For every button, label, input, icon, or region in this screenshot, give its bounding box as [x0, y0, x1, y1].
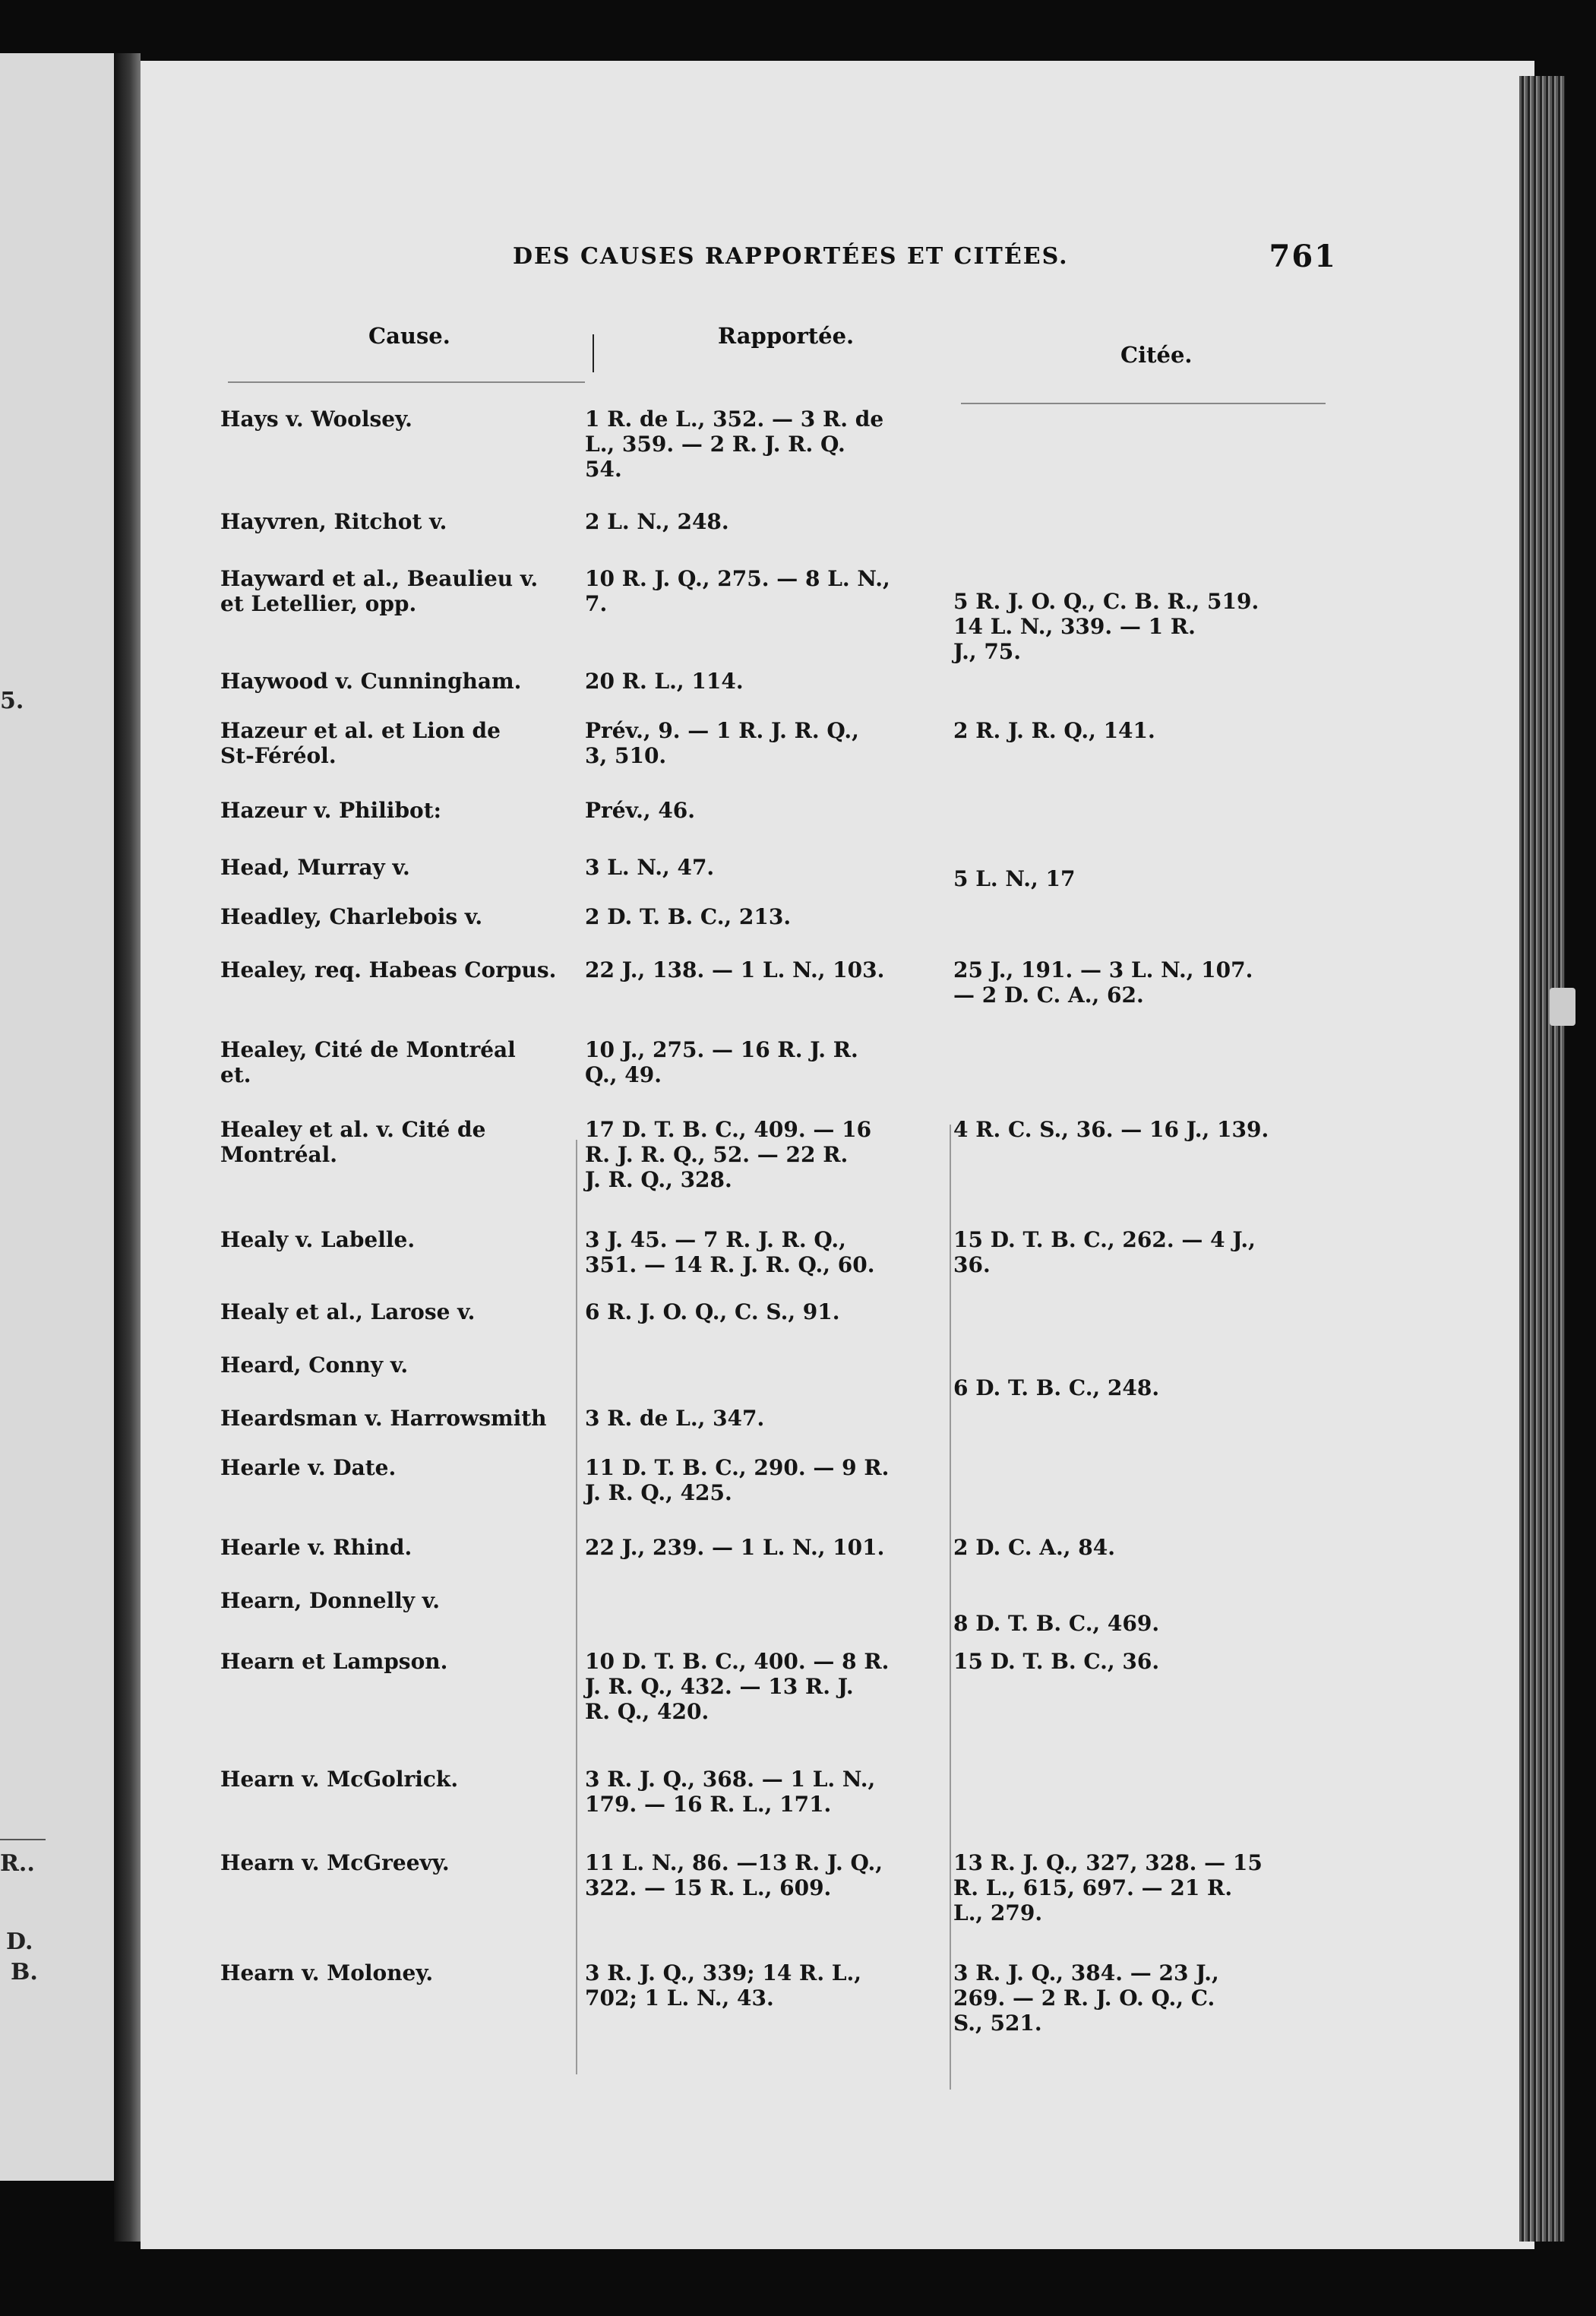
- cause-cell: Healey et al. v. Cité de Montréal.: [220, 1117, 486, 1167]
- rapportee-cell: 3 R. de L., 347.: [585, 1406, 765, 1431]
- cause-cell: Heard, Conny v.: [220, 1353, 409, 1378]
- cause-cell: Healy et al., Larose v.: [220, 1299, 476, 1324]
- facing-page-fragment: 5.: [0, 688, 24, 714]
- cause-cell: Hearle v. Rhind.: [220, 1535, 412, 1560]
- page-edges: [1519, 76, 1565, 2242]
- rapportee-cell: 10 D. T. B. C., 400. — 8 R. J. R. Q., 432. — 13 R. J. R. Q., 420.: [585, 1649, 890, 1724]
- facing-page-fragment: B.: [11, 1959, 38, 1985]
- citee-cell: 25 J., 191. — 3 L. N., 107. — 2 D. C. A., 62.: [953, 957, 1253, 1008]
- citee-cell: 8 D. T. B. C., 469.: [953, 1611, 1160, 1636]
- rapportee-cell: 10 J., 275. — 16 R. J. R. Q., 49.: [585, 1037, 858, 1087]
- rapportee-cell: 22 J., 138. — 1 L. N., 103.: [585, 957, 885, 982]
- cause-cell: Hayvren, Ritchot v.: [220, 509, 447, 534]
- rapportee-cell: 22 J., 239. — 1 L. N., 101.: [585, 1535, 885, 1560]
- cause-cell: Hearn v. McGreevy.: [220, 1850, 450, 1875]
- cause-cell: Headley, Charlebois v.: [220, 904, 483, 929]
- column-header-citee: Citée.: [1120, 342, 1193, 368]
- page-title: DES CAUSES RAPPORTÉES ET CITÉES.: [513, 243, 1069, 270]
- book-gutter: [114, 53, 141, 2242]
- cause-cell: Haywood v. Cunningham.: [220, 669, 522, 694]
- citee-cell: 5 L. N., 17: [953, 866, 1076, 891]
- rapportee-cell: 10 R. J. Q., 275. — 8 L. N., 7.: [585, 566, 890, 616]
- column-divider-top: [593, 334, 594, 372]
- citee-cell: 5 R. J. O. Q., C. B. R., 519. 14 L. N., 339. — 1 R. J., 75.: [953, 589, 1259, 664]
- cause-cell: Hearn, Donnelly v.: [220, 1588, 440, 1613]
- cause-cell: Hazeur v. Philibot:: [220, 798, 441, 823]
- page-header: [372, 239, 1337, 274]
- citee-cell: 3 R. J. Q., 384. — 23 J., 269. — 2 R. J. O. Q., C. S., 521.: [953, 1960, 1219, 2036]
- citee-cell: 6 D. T. B. C., 248.: [953, 1375, 1160, 1400]
- citee-cell: 2 D. C. A., 84.: [953, 1535, 1115, 1560]
- rapportee-cell: 11 D. T. B. C., 290. — 9 R. J. R. Q., 425.: [585, 1455, 890, 1505]
- cause-cell: Hearn et Lampson.: [220, 1649, 448, 1674]
- citee-cell: 4 R. C. S., 36. — 16 J., 139.: [953, 1117, 1269, 1142]
- header-underline-cause: [228, 381, 585, 383]
- rapportee-cell: 3 L. N., 47.: [585, 855, 715, 880]
- column-header-rapportee: Rapportée.: [718, 323, 855, 349]
- page-number: 761: [1269, 239, 1337, 274]
- rapportee-cell: 2 D. T. B. C., 213.: [585, 904, 792, 929]
- rapportee-cell: 6 R. J. O. Q., C. S., 91.: [585, 1299, 840, 1324]
- rapportee-cell: 3 R. J. Q., 368. — 1 L. N., 179. — 16 R. L., 171.: [585, 1767, 876, 1817]
- rapportee-cell: 1 R. de L., 352. — 3 R. de L., 359. — 2 R. J. R. Q. 54.: [585, 407, 884, 482]
- column-divider-2: [950, 1125, 951, 2090]
- cause-cell: Hays v. Woolsey.: [220, 407, 412, 432]
- rapportee-cell: 3 R. J. Q., 339; 14 R. L., 702; 1 L. N., 43.: [585, 1960, 861, 2011]
- cause-cell: Hearn v. McGolrick.: [220, 1767, 459, 1792]
- side-tab-mark: [1550, 988, 1575, 1026]
- citee-cell: 15 D. T. B. C., 36.: [953, 1649, 1160, 1674]
- rapportee-cell: Prév., 9. — 1 R. J. R. Q., 3, 510.: [585, 718, 859, 768]
- cause-cell: Heardsman v. Harrowsmith: [220, 1406, 547, 1431]
- cause-cell: Hearle v. Date.: [220, 1455, 397, 1480]
- citee-cell: 13 R. J. Q., 327, 328. — 15 R. L., 615, 697. — 21 R. L., 279.: [953, 1850, 1263, 1925]
- citee-cell: 15 D. T. B. C., 262. — 4 J., 36.: [953, 1227, 1256, 1277]
- cause-cell: Head, Murray v.: [220, 855, 410, 880]
- cause-cell: Hayward et al., Beaulieu v. et Letellier, opp.: [220, 566, 539, 616]
- rapportee-cell: Prév., 46.: [585, 798, 696, 823]
- facing-page-fragment: R..: [0, 1850, 35, 1877]
- rapportee-cell: 3 J. 45. — 7 R. J. R. Q., 351. — 14 R. J. R. Q., 60.: [585, 1227, 875, 1277]
- citee-cell: 2 R. J. R. Q., 141.: [953, 718, 1155, 743]
- header-underline-citee: [961, 403, 1326, 404]
- cause-cell: Healy v. Labelle.: [220, 1227, 416, 1252]
- cause-cell: Hazeur et al. et Lion de St-Féréol.: [220, 718, 501, 768]
- facing-page-fragment: D.: [6, 1928, 33, 1955]
- rapportee-cell: 11 L. N., 86. —13 R. J. Q., 322. — 15 R. L., 609.: [585, 1850, 883, 1900]
- cause-cell: Hearn v. Moloney.: [220, 1960, 434, 1985]
- cause-cell: Healey, Cité de Montréal et.: [220, 1037, 516, 1087]
- facing-page-rule: [0, 1839, 46, 1840]
- column-header-cause: Cause.: [368, 323, 450, 349]
- rapportee-cell: 20 R. L., 114.: [585, 669, 744, 694]
- cause-cell: Healey, req. Habeas Corpus.: [220, 957, 557, 982]
- rapportee-cell: 17 D. T. B. C., 409. — 16 R. J. R. Q., 52. — 22 R. J. R. Q., 328.: [585, 1117, 872, 1192]
- rapportee-cell: 2 L. N., 248.: [585, 509, 729, 534]
